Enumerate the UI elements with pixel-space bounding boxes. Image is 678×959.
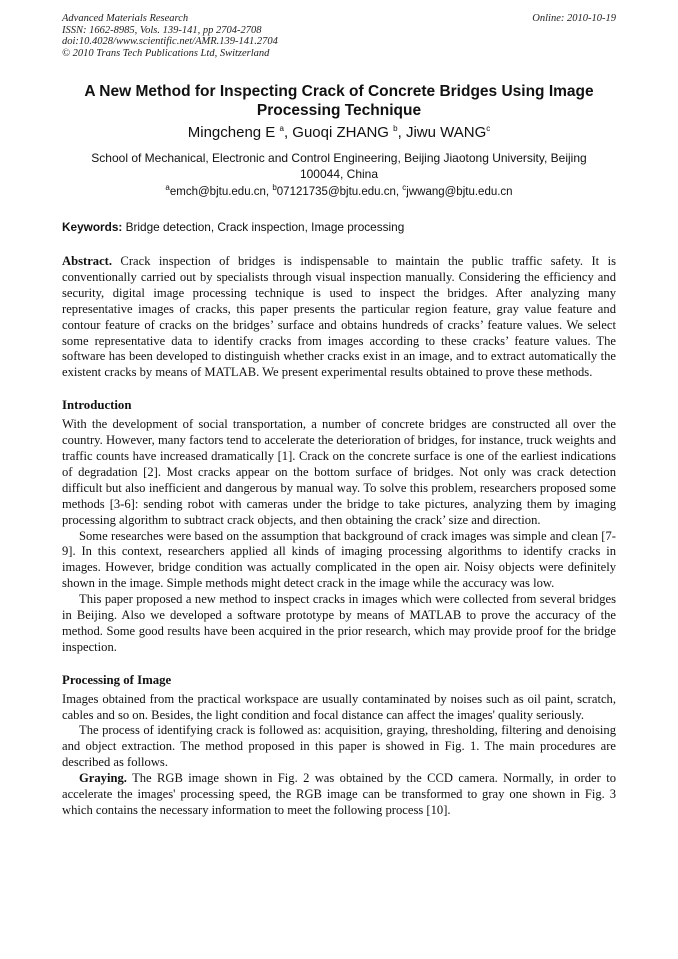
author-3: Jiwu WANG [405,124,487,141]
journal-copyright: © 2010 Trans Tech Publications Ltd, Switzerland [62,47,270,59]
keywords-text: Bridge detection, Crack inspection, Image processing [122,220,405,234]
subsection-label: Graying. [79,771,127,786]
section-heading: Introduction [62,398,132,413]
online-date: Online: 2010-10-19 [532,13,616,24]
email-2: 07121735@bjtu.edu.cn, [276,186,403,198]
paragraph: Some researches were based on the assumption that background of crack images was simple and clean [7-9]. In this context, researchers applied all kinds of imaging processing algorithms to identify cracks in images. However, bridge condition was actually complicated in the open air. Noisy objects were definitely shown in the image. Simple methods might detect crack in the image while the accuracy was low. [62,528,616,591]
affiliation: School of Mechanical, Electronic and Control Engineering, Beijing Jiaotong University, Beijing 100044, China [91,151,587,181]
section-processing-of-image [62,673,616,819]
email-3: jwwang@bjtu.edu.cn [406,186,513,198]
abstract-label: Abstract. [62,254,113,268]
title-line-2: Processing Technique [256,102,422,119]
author-list: Mingcheng E $^a$, Guoqi ZHANG $^b$, Jiwu WANG$^c$ [187,124,491,141]
author-2: Guoqi ZHANG [292,124,389,141]
email-list: $^a$emch@bjtu.edu.cn, $^b$07121735@bjtu.edu.cn, $^c$jwwang@bjtu.edu.cn [165,183,513,198]
email-1: emch@bjtu.edu.cn, [169,186,273,198]
author-1: Mingcheng E [187,124,276,141]
paper-body [62,254,616,819]
abstract-text: Crack inspection of bridges is indispensable to maintain the public traffic safety. It is conventionally carried out by specialists through visual inspection manually. Considering the efficiency and security, digital image processing technique is used to inspect the bridges. After analyzing many representative images of cracks, this paper presents the particular region feature, gray value feature and contour feature of cracks on the bridges’ surface and obtains hundreds of cracks’ feature values. We select some representative data to identify cracks from images according to these cracks’ feature values. The software has been developed to distinguish whether cracks exist in an image, and to extract automatically the existent cracks by means of MATLAB. We present experimental results obtained to prove these methods. [62,254,616,380]
section-introduction [62,398,616,656]
paragraph: With the development of social transportation, a number of concrete bridges are constructed all over the country. However, many factors tend to accelerate the deterioration of bridges, for instance, truck weights and traffic counts have increased dramatically [1]. Crack on the concrete surface is one of the earliest indications of degradation [2]. Most cracks appear on the bottom surface of bridges. Not only was crack detection difficult but also inefficient and dangerous by manual way. To solve this problem, researchers proposed some methods [3-6]: sending robot with cameras under the bridge to take pictures, analyzing them by imaging processing algorithm to subtract crack objects, and then obtaining the crack’ size and direction. [62,417,616,527]
author-2-sup: b [393,124,398,133]
paragraph: Graying. The RGB image shown in Fig. 2 was obtained by the CCD camera. Normally, in order to accelerate the images' processing speed, the RGB image can be transformed to gray one shown in Fig. 3 which contains the necessary information to meet the following process [10]. [62,771,616,817]
abstract [62,254,616,381]
paper-title [40,82,638,120]
keywords-label: Keywords: [62,220,123,234]
title-line-1: A New Method for Inspecting Crack of Concrete Bridges Using Image [84,83,594,100]
section-heading: Processing of Image [62,672,172,687]
author-1-sup: a [279,124,284,133]
paragraph: The process of identifying crack is followed as: acquisition, graying, thresholding, filtering and denoising and object extraction. The method proposed in this paper is showed in Fig. 1. The main procedures are described as follows. [62,723,616,770]
journal-doi: doi:10.4028/www.scientific.net/AMR.139-141.2704 [62,36,278,47]
author-3-sup: c [486,124,491,133]
paragraph: This paper proposed a new method to inspect cracks in images which were collected from several bridges in Beijing. Also we developed a software prototype by means of MATLAB to prove the accuracy of the method. Some good results have been acquired in the prior research, which may provide proof for the bridge inspection. [62,592,616,654]
journal-issn: ISSN: 1662-8985, Vols. 139-141, pp 2704-2708 [62,24,262,36]
paragraph: Images obtained from the practical workspace are usually contaminated by noises such as oil paint, scratch, cables and so on. Besides, the light condition and focal distance can affect the images' quality seriously. [62,691,616,722]
journal-name: Advanced Materials Research [62,13,189,24]
journal-header [62,13,616,59]
keywords [62,220,616,235]
